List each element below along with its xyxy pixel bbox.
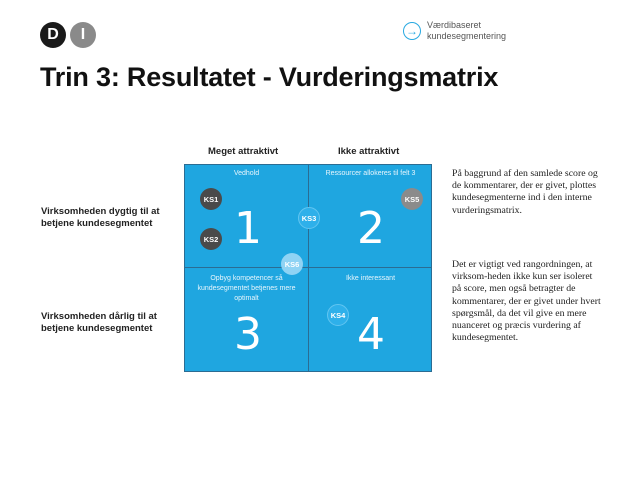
row-label-daarlig-line-2: betjene kundesegmentet xyxy=(41,323,153,334)
brand-header xyxy=(403,20,506,42)
ks4-marker: KS4 xyxy=(327,304,349,326)
logo-letter-i: I xyxy=(70,22,96,48)
di-logo xyxy=(40,22,96,48)
cell-3-heading-line-1: Opbyg kompetencer så xyxy=(210,275,283,282)
row-label-daarlig-line-1: Virksomheden dårlig til at xyxy=(41,311,157,322)
ks3-marker: KS3 xyxy=(298,207,320,229)
cell-3-heading-line-2: kundesegmentet betjenes mere xyxy=(197,285,296,292)
matrix-horizontal-divider xyxy=(185,267,431,268)
cell-1-heading: Vedhold xyxy=(233,170,260,177)
arrow-right-circle-icon: → xyxy=(403,22,421,40)
cell-1-number: 1 xyxy=(234,203,262,254)
ks1-marker: KS1 xyxy=(200,188,222,210)
explanation-paragraph-1: På baggrund af den samlede score og de kommentarer, der er givet, plottes kundesegmenterne ind i den interne vurderingsmatrix. xyxy=(452,168,598,216)
explanation-paragraph-2: Det er vigtigt ved rangordningen, at virksom-heden ikke kun ser isoleret på score, men også betragter de kommentarer, der er givet under hvert spørgsmål, da det vil give en mere nuanceret og præcis vurdering af kundesegmentet. xyxy=(452,259,601,344)
matrix-vertical-divider xyxy=(308,165,309,371)
logo-letter-d: D xyxy=(40,22,66,48)
row-label-dygtig xyxy=(41,206,160,230)
cell-3-heading xyxy=(185,274,308,304)
brand-text xyxy=(427,20,506,42)
col-header-ikke-attraktivt: Ikke attraktivt xyxy=(338,146,400,157)
col-header-meget-attraktivt: Meget attraktivt xyxy=(208,146,279,157)
row-label-dygtig-line-2: betjene kundesegmentet xyxy=(41,218,153,229)
cell-2-number: 2 xyxy=(357,203,385,254)
cell-3-heading-line-3: optimalt xyxy=(234,295,259,302)
row-label-dygtig-line-1: Virksomheden dygtig til at xyxy=(41,206,160,217)
ks6-marker: KS6 xyxy=(281,253,303,275)
cell-2-heading: Ressourcer allokeres til felt 3 xyxy=(325,170,416,177)
page-title: Trin 3: Resultatet - Vurderingsmatrix xyxy=(40,62,499,92)
brand-line-1: Værdibaseret xyxy=(427,20,482,30)
cell-3-number: 3 xyxy=(234,309,262,360)
cell-4-heading: Ikke interessant xyxy=(345,275,396,282)
row-label-daarlig xyxy=(41,311,157,335)
cell-4-number: 4 xyxy=(357,309,385,360)
brand-line-2: kundesegmentering xyxy=(427,31,507,41)
ks2-marker: KS2 xyxy=(200,228,222,250)
ks5-marker: KS5 xyxy=(401,188,423,210)
assessment-matrix xyxy=(184,164,432,372)
